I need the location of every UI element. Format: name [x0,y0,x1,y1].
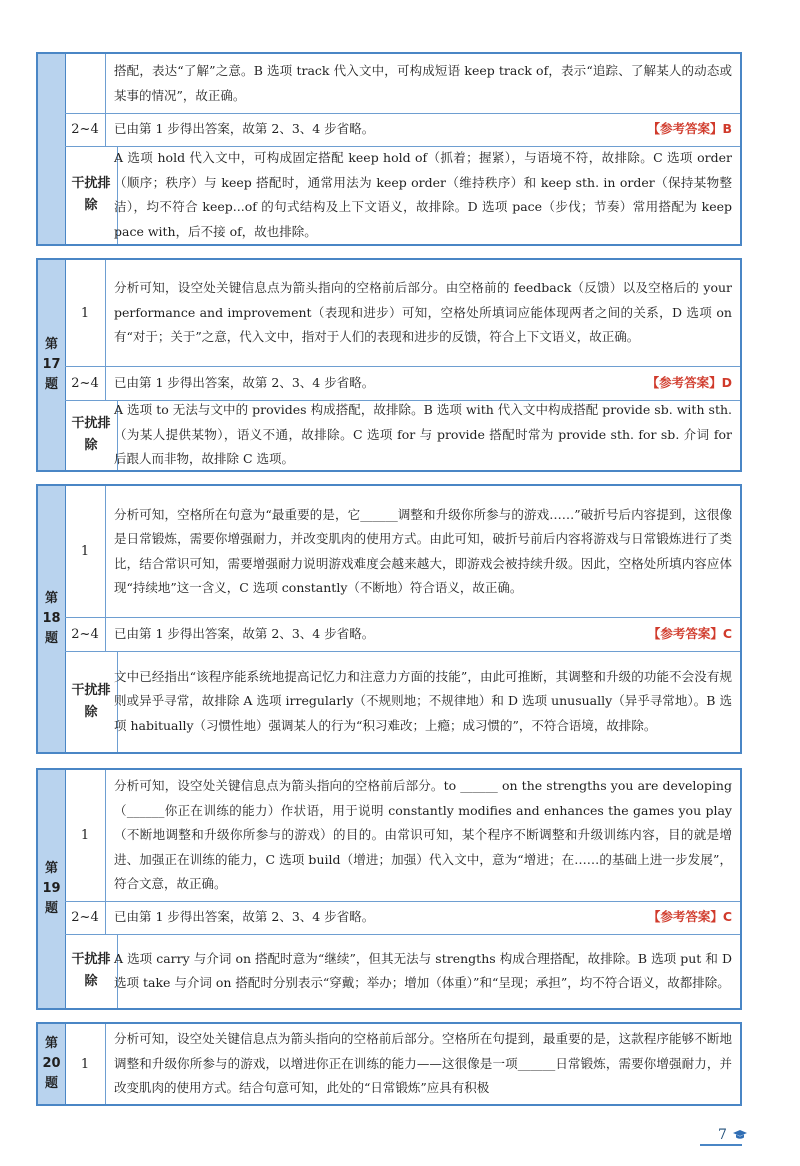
step-cell: 1 [65,260,106,366]
step-row [65,260,740,367]
question-20-block [36,1022,742,1106]
step-text: 分析可知，设空处关键信息点为箭头指向的空格前后部分。由空格前的 feedback（反馈）以及空格后的 your performance and improvement（表现和进步）可知，空格处所填词应能体现两者之间的关系，D 选项 on 有“对于；关于”之意，代入文中，指对于人们的表现和进步的反馈，符合上下文语义，故正确。 [114,280,732,345]
question-number: 18 [42,611,61,626]
question-label [38,486,66,752]
question-18-block [36,484,742,754]
step-cell: 1 [65,486,106,617]
step-text: 已由第 1 步得出答案，故第 2、3、4 步省略。 [114,121,375,137]
step-text: 分析可知，空格所在句意为“最重要的是，它______调整和升级你所参与的游戏……”破折号后内容提到，这很像是日常锻炼，需要你增强耐力，并改变肌肉的使用方式。由此可知，破折号前后内容将游戏与日常锻炼进行了类比，结合常识可知，需要增强耐力说明游戏难度会越来越大，即游戏会被持续升级。因此，空格处所填内容应体现“持续地”这一含义，C 选项 constantly（不断地）符合语义，故正确。 [114,506,732,595]
distractor-text: A 选项 to 无法与文中的 provides 构成搭配，故排除。B 选项 with 代入文中构成搭配 provide sb. with sth.（为某人提供某物），语义不通，故排除。C 选项 for 与 provide 搭配时常为 provide sth. for sb. 介词 for 后跟人而非物，故排除 C 选项。 [114,402,732,467]
question-19-block [36,768,742,1010]
step-cell: 1 [65,1024,106,1104]
question-label [38,770,66,1008]
step-row [65,113,740,147]
step-text: 已由第 1 步得出答案，故第 2、3、4 步省略。 [114,374,375,390]
step-text: 分析可知，设空处关键信息点为箭头指向的空格前后部分。空格所在句提到，最重要的是，这款程序能够不断地调整和升级你所参与的游戏，以增进你正在训练的能力——这很像是一项______日常锻炼，需要你增强耐力，并改变肌肉的使用方式。结合句意可知，此处的“日常锻炼”应具有积极 [114,1031,732,1096]
distractor-row [65,146,740,244]
question-label-bottom: 题 [44,631,58,646]
step-text: 搭配，表达“了解”之意。B 选项 track 代入文中，可构成短语 keep track of，表示“追踪、了解某人的动态或某事的情况”，故正确。 [114,63,732,103]
question-number: 17 [42,357,61,372]
step-row [65,617,740,652]
question-label-column [38,54,66,244]
step-row [65,366,740,401]
distractor-label: 干扰排除 [65,400,118,470]
distractor-label: 干扰排除 [65,934,118,1008]
question-label-bottom: 题 [44,377,58,392]
step-row [65,901,740,935]
step-cell: 2~4 [65,113,106,146]
question-number: 20 [42,1056,61,1071]
reference-answer: 【参考答案】D [646,374,732,390]
question-label-bottom: 题 [44,1076,58,1091]
question-label-top: 第 [44,591,58,606]
step-row [65,54,740,114]
reference-answer: 【参考答案】C [647,625,732,641]
page-number: 7 [718,1127,727,1143]
question-label-top: 第 [44,337,58,352]
step-text: 已由第 1 步得出答案，故第 2、3、4 步省略。 [114,909,375,925]
step-cell: 2~4 [65,901,106,934]
distractor-label: 干扰排除 [65,651,118,752]
question-label [38,260,66,470]
continued-question-block [36,52,742,246]
step-row [65,486,740,618]
distractor-row [65,400,740,470]
step-text: 已由第 1 步得出答案，故第 2、3、4 步省略。 [114,625,375,641]
distractor-text: 文中已经指出“该程序能系统地提高记忆力和注意力方面的技能”，由此可推断，其调整和升级的功能不会没有规则或异乎寻常，故排除 A 选项 irregularly（不规则地；不规律地）和 D 选项 unusually（异乎寻常地）。B 选项 habitually（习惯性地）强调某人的行为“积习难改；上瘾；成习惯的”，不符合语境，故排除。 [114,668,732,733]
step-cell: 1 [65,770,106,901]
graduation-cap-icon [733,1130,747,1140]
reference-answer: 【参考答案】B [647,121,732,137]
reference-answer: 【参考答案】C [647,909,732,925]
distractor-text: A 选项 hold 代入文中，可构成固定搭配 keep hold of（抓着；握紧），与语境不符，故排除。C 选项 order（顺序；秩序）与 keep 搭配时，通常用法为 keep order（维持秩序）和 keep sth. in order（保持某物整洁），均不符合 keep...of 的句式结构及上下文语义，故排除。D 选项 pace（步伐；节奏）常用搭配为 keep pace with，后不接 of，故也排除。 [114,150,732,239]
step-row [65,770,740,902]
question-label-bottom: 题 [44,901,58,916]
step-cell: 2~4 [65,366,106,400]
question-label-top: 第 [44,1036,58,1051]
question-label-top: 第 [44,861,58,876]
step-cell [65,54,106,113]
step-text: 分析可知，设空处关键信息点为箭头指向的空格前后部分。to ______ on the strengths you are developing（______你正在训练的能力）作状语，用于说明 constantly modifies and enhances the games you play（不断地调整和升级你所参与的游戏）的目的。由常识可知，某个程序不断调整和升级训练内容，目的就是增进、加强正在训练的能力，C 选项 build（增进；加强）代入文中，意为“增进；在……的基础上进一步发展”，符合文意，故正确。 [114,778,732,892]
distractor-row [65,651,740,752]
distractor-text: A 选项 carry 与介词 on 搭配时意为“继续”，但其无法与 strengths 构成合理搭配，故排除。B 选项 put 和 D 选项 take 与介词 on 搭配时分别表示“穿戴；举办；增加（体重）”和“呈现；承担”，均不符合语义，故都排除。 [114,950,732,990]
question-number: 19 [42,881,61,896]
question-label [38,1024,66,1104]
step-cell: 2~4 [65,617,106,651]
distractor-row [65,934,740,1008]
step-row [65,1024,740,1104]
question-17-block [36,258,742,472]
footer-rule [700,1144,742,1146]
distractor-label: 干扰排除 [65,146,118,244]
